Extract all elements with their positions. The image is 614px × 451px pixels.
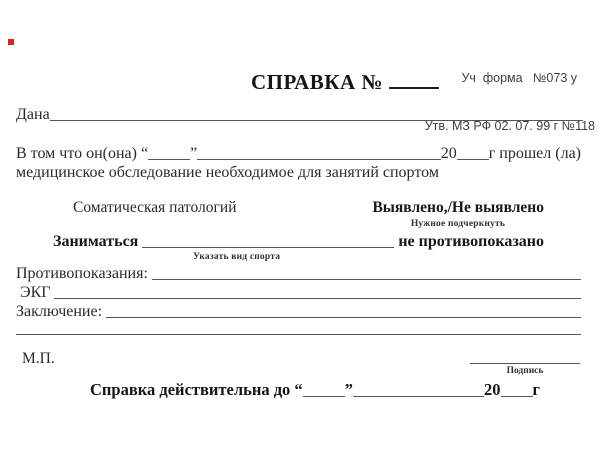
exam-purpose-text: медицинское обследование необходимое для занятий спортом <box>16 164 439 181</box>
somatic-pathology-label: Соматическая патологий <box>73 199 237 216</box>
given-to-blank <box>50 120 583 121</box>
page-title: СПРАВКА № <box>250 70 384 94</box>
signature-block <box>470 350 580 376</box>
given-to-label: Дана <box>16 106 50 123</box>
validity-suffix: г <box>532 380 540 399</box>
exam-quote-close: ” <box>190 145 198 162</box>
validity-row <box>90 380 540 400</box>
validity-prefix: Справка действительна до “ <box>90 380 303 399</box>
certificate-number-blank <box>389 82 439 89</box>
exam-line-prefix: В том что он(она) “ <box>16 145 149 162</box>
ecg-label: ЭКГ <box>20 284 55 301</box>
form-code: Уч форма №073 у <box>461 70 577 85</box>
contraindications-label: Противопоказания: <box>16 265 152 282</box>
validity-day-blank <box>303 396 345 397</box>
red-dot-mark <box>8 39 14 45</box>
validity-year-blank <box>501 396 533 397</box>
sport-kind-blank <box>142 247 394 248</box>
conclusion-extra-blank <box>16 334 581 335</box>
conclusion-label: Заключение: <box>16 303 107 320</box>
exam-day-blank <box>148 159 190 160</box>
engage-row <box>53 231 544 251</box>
engage-label: Заниматься <box>53 233 143 250</box>
signature-label: Подпись <box>506 366 544 376</box>
ecg-row <box>20 282 581 302</box>
exam-year-prefix: 20 <box>440 145 457 162</box>
conclusion-extra-row <box>16 318 581 338</box>
validity-year-prefix: 20 <box>484 380 501 399</box>
specify-sport-hint: Указать вид спорта <box>193 252 281 262</box>
validity-month-blank <box>353 396 484 397</box>
validity-quote-close: ” <box>344 380 353 399</box>
title-row <box>0 70 614 95</box>
ecg-blank <box>54 298 581 299</box>
exam-date-row <box>16 143 581 163</box>
contraindications-row <box>16 263 581 283</box>
given-to-row <box>16 104 583 124</box>
exam-year-blank <box>457 159 489 160</box>
somatic-row <box>0 197 614 217</box>
contraindications-blank <box>152 279 581 280</box>
exam-line-suffix: г прошел (ла) <box>488 145 581 162</box>
signature-blank <box>470 350 580 364</box>
stamp-place-label: М.П. <box>22 350 55 367</box>
not-contraindicated-label: не противопоказано <box>394 233 544 250</box>
detected-options-label: Выявлено,/Не выявлено <box>372 199 544 216</box>
underline-needed-hint: Нужное подчеркнуть <box>410 219 506 229</box>
form-approval: Утв. МЗ РФ 02. 07. 99 г №118 <box>424 119 595 134</box>
exam-month-blank <box>197 159 441 160</box>
